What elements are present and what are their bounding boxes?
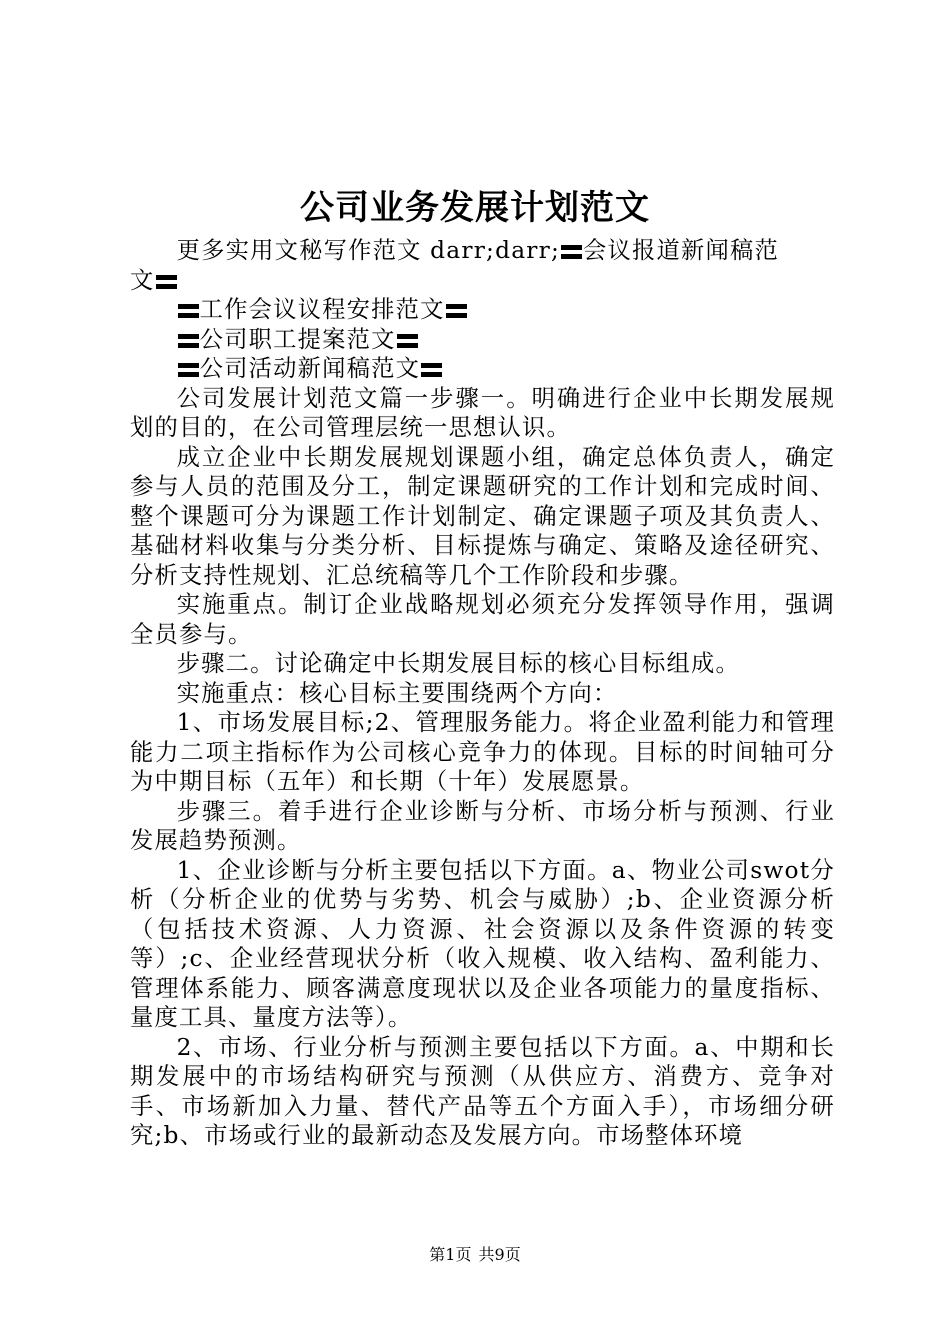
- body-paragraph: 步骤三。着手进行企业诊断与分析、市场分析与预测、行业发展趋势预测。: [130, 797, 835, 854]
- link-line: [130, 295, 835, 325]
- body-paragraph: 步骤二。讨论确定中长期发展目标的核心目标组成。: [176, 650, 741, 677]
- link-marker-icon: [156, 275, 177, 289]
- link-marker-icon: [421, 363, 442, 377]
- body-paragraph: 1、企业诊断与分析主要包括以下方面。a、物业公司swot分析（分析企业的优势与劣势、机会与威胁）;b、企业资源分析（包括技术资源、人力资源、社会资源以及条件资源的转变等）;c、企业经营现状分析（收入规模、收入结构、盈利能力、管理体系能力、顾客满意度现状以及企业各项能力的量度指标、量度工具、量度方法等）。: [130, 856, 835, 1031]
- body-paragraph: 2、市场、行业分析与预测主要包括以下方面。a、中期和长期发展中的市场结构研究与预测（从供应方、消费方、竞争对手、市场新加入力量、替代产品等五个方面入手），市场细分研究;b、市场或行业的最新动态及发展方向。市场整体环境: [130, 1033, 835, 1149]
- link-meeting-agenda[interactable]: 工作会议议程安排范文: [199, 296, 445, 323]
- link-line: [130, 325, 835, 355]
- page-number: 第1页: [429, 1245, 472, 1264]
- link-line: [130, 354, 835, 384]
- document-body: [130, 236, 835, 1151]
- link-marker-icon: [178, 304, 199, 318]
- body-paragraph: 公司发展计划范文篇一步骤一。明确进行企业中长期发展规划的目的，在公司管理层统一思想认识。: [130, 384, 835, 441]
- more-links-line: [130, 236, 835, 295]
- page-total: 共9页: [478, 1245, 521, 1264]
- link-marker-icon: [178, 334, 199, 348]
- body-paragraph: 成立企业中长期发展规划课题小组，确定总体负责人，确定参与人员的范围及分工，制定课题研究的工作计划和完成时间、整个课题可分为课题工作计划制定、确定课题子项及其负责人、基础材料收集与分类分析、目标提炼与确定、策略及途径研究、分析支持性规划、汇总统稿等几个工作阶段和步骤。: [130, 443, 835, 589]
- document-title: 公司业务发展计划范文: [300, 188, 650, 228]
- link-marker-icon: [561, 245, 582, 259]
- link-marker-icon: [178, 363, 199, 377]
- body-paragraph: 实施重点。制订企业战略规划必须充分发挥领导作用，强调全员参与。: [130, 591, 835, 648]
- more-links-prefix: 更多实用文秘写作范文 darr;darr;: [176, 237, 561, 264]
- body-paragraph: 1、市场发展目标;2、管理服务能力。将企业盈利能力和管理能力二项主指标作为公司核心竞争力的体现。目标的时间轴可分为中期目标（五年）和长期（十年）发展愿景。: [130, 709, 835, 795]
- link-marker-icon: [397, 334, 418, 348]
- link-marker-icon: [446, 304, 467, 318]
- link-staff-proposal[interactable]: 公司职工提案范文: [199, 325, 396, 353]
- link-news-report-b[interactable]: 文: [130, 266, 155, 294]
- link-activity-news[interactable]: 公司活动新闻稿范文: [199, 355, 421, 382]
- body-paragraph: 实施重点：核心目标主要围绕两个方向：: [176, 679, 618, 707]
- link-news-report-a[interactable]: 会议报道新闻稿范: [583, 237, 780, 264]
- page-footer: [0, 1245, 950, 1265]
